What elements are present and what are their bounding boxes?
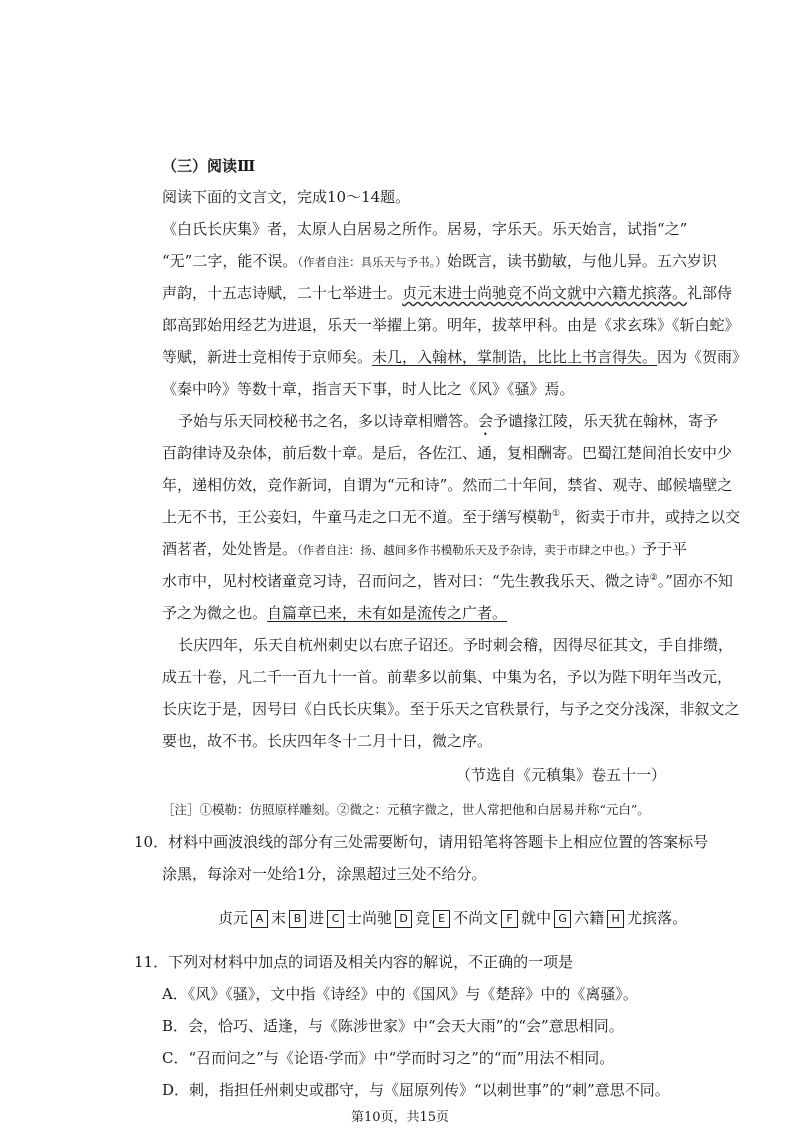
footnote-mark: ② <box>649 573 658 583</box>
passage-line: 成五十卷，凡二千一百九十一首。前辈多以前集、中集为名，予以为陛下明年当改元， <box>162 668 733 686</box>
option-segment: 六籍 <box>574 909 605 927</box>
answer-mark-b[interactable]: B <box>289 910 306 928</box>
passage-line: 长庆讫于是，因号曰《白氏长庆集》。至于乐天之官秩景行，与予之交分浅深，非叙文之 <box>162 700 740 718</box>
passage-line: 要也，故不书。长庆四年冬十二月十日，微之序。 <box>162 732 493 750</box>
author-note: （作者自注：具乐天与予书。） <box>297 255 447 269</box>
author-note: （作者自注：扬、越间多作书模勒乐天及予杂诗，卖于市肆之中也。） <box>297 543 643 557</box>
passage-line: 长庆四年，乐天自杭州刺史以右庶子诏还。予时刺会稽，因得尽征其文，手自排缵， <box>178 636 734 654</box>
wavy-underlined-text: 贞元末进士尚驰竞不尚文就中六籍尤摈落。 <box>402 284 688 302</box>
passage-text: 始既言，读书勤敏，与他儿异。五六岁识 <box>446 252 717 270</box>
underlined-text: 未几，入翰林，掌制诰，比比上书言得失。 <box>372 348 658 366</box>
passage-text: 酒茗者，处处皆是。 <box>162 540 298 558</box>
passage-text: 等赋，新进士竞相传于京师矣。 <box>162 348 373 366</box>
answer-mark-f[interactable]: F <box>501 910 518 928</box>
passage-text: 予于平 <box>642 540 688 558</box>
option-a[interactable]: A．《风》《骚》，文中指《诗经》中的《国风》与《楚辞》中的《离骚》。 <box>162 985 638 1003</box>
passage-text: “无”二字，能不误。 <box>162 252 298 270</box>
passage-line: 年，递相仿效，竞作新词，自谓为“元和诗”。然而二十年间，禁省、观寺、邮候墙壁之 <box>162 476 733 494</box>
option-segment: 末 <box>271 909 287 927</box>
passage-text: 水市中，见村校诸童竞习诗，召而问之，皆对曰：“先生教我乐天、微之诗 <box>162 572 650 590</box>
passage-line: 《白氏长庆集》者，太原人白居易之所作。居易，字乐天。乐天始言，试指“之” <box>162 220 688 238</box>
passage-text: 礼部侍 <box>687 284 733 302</box>
passage-line: 《秦中吟》等数十章，指言天下事，时人比之《风》《骚》焉。 <box>162 380 575 398</box>
passage-text: 。”固亦不知 <box>657 572 733 590</box>
passage-text: 因为《贺雨》 <box>657 348 748 366</box>
answer-mark-d[interactable]: D <box>395 910 412 928</box>
passage-line <box>162 251 717 272</box>
passage-line <box>178 411 718 439</box>
passage-line: 百韵律诗及杂体，前后数十章。是后，各佐江、通，复相酬寄。巴蜀江楚间洎长安中少 <box>162 444 733 462</box>
passage-text: 予之为微之也。 <box>162 604 268 622</box>
answer-mark-c[interactable]: C <box>327 910 344 928</box>
option-segment: 不尚文 <box>453 909 499 927</box>
section-title: （三）阅读Ⅲ <box>162 157 256 175</box>
option-segment: 贞元 <box>218 909 249 927</box>
instruction: 阅读下面的文言文，完成10～14题。 <box>162 188 411 206</box>
answer-mark-a[interactable]: A <box>251 910 268 928</box>
option-segment: 尤摈落。 <box>627 909 688 927</box>
passage-line <box>162 283 732 303</box>
passage-text: 声韵，十五志诗赋，二十七举进士。 <box>162 284 403 302</box>
annotation: ［注］①模勒：仿照原样雕刻。②微之：元稹字微之，世人常把他和白居易并称“元白”。 <box>162 802 650 817</box>
answer-mark-h[interactable]: H <box>607 910 624 928</box>
option-d[interactable]: D．刺，指担任州刺史或郡守，与《屈原列传》“以刺世事”的“刺”意思不同。 <box>162 1081 670 1099</box>
page-number: 第10页，共15页 <box>350 1110 450 1125</box>
option-segment: 就中 <box>521 909 552 927</box>
passage-line <box>162 571 733 591</box>
option-b[interactable]: B．会，恰巧、适逢，与《陈涉世家》中“会天大雨”的“会”意思相同。 <box>162 1017 624 1035</box>
passage-text: 予谴掾江陵，乐天犹在翰林，寄予 <box>493 412 719 430</box>
question-10-line: 涂黑，每涂对一处给1分，涂黑超过三处不给分。 <box>162 865 487 883</box>
passage-line <box>162 507 740 527</box>
passage-line <box>162 539 687 560</box>
question-10-line: 10．材料中画波浪线的部分有三处需要断句，请用铅笔将答题卡上相应位置的答案标号 <box>134 833 709 851</box>
source-citation: （节选自《元稹集》卷五十一） <box>455 766 666 784</box>
footnote-mark: ① <box>552 509 561 519</box>
passage-line: 郎高郢始用经艺为进退，乐天一举擢上第。明年，拔萃甲科。由是《求玄珠》《斩白蛇》 <box>162 316 740 334</box>
question-11-stem: 11．下列对材料中加点的词语及相关内容的解说，不正确的一项是 <box>134 953 574 971</box>
option-segment: 进 <box>309 909 325 927</box>
answer-mark-e[interactable]: E <box>433 910 450 928</box>
punctuation-options <box>218 908 687 928</box>
option-c[interactable]: C．“召而问之”与《论语·学而》中“学而时习之”的“而”用法不相同。 <box>162 1049 615 1067</box>
passage-text: ，衒卖于市井，或持之以交 <box>560 508 741 526</box>
underlined-text: 自篇章已来，未有如是流传之广者。 <box>267 604 508 622</box>
option-segment: 士尚驰 <box>347 909 393 927</box>
dotted-word: 会 <box>478 412 494 430</box>
passage-line <box>162 347 747 367</box>
passage-text: 予始与乐天同校秘书之名，多以诗章相赠答。 <box>178 412 479 430</box>
answer-mark-g[interactable]: G <box>554 910 571 928</box>
passage-line <box>162 603 507 623</box>
passage-text: 上无不书，王公妾妇，牛童马走之口无不道。至于缮写模勒 <box>162 508 553 526</box>
option-segment: 竞 <box>415 909 431 927</box>
